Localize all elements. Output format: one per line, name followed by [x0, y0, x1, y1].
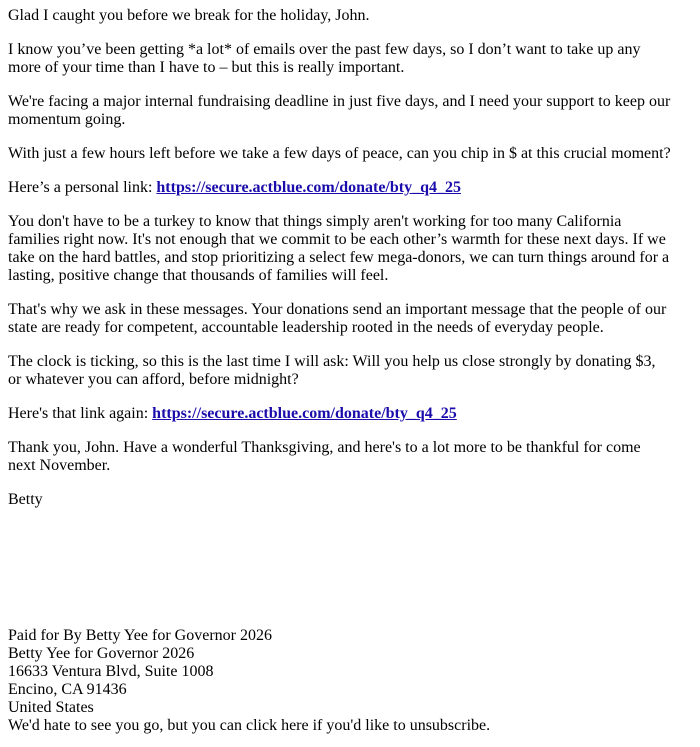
paragraph-donations: That's why we ask in these messages. Your donations send an important message that the people of our state are ready for competent, accountable leadership rooted in the needs of everyday people. [8, 301, 667, 336]
personal-link-prefix: Here’s a personal link: [8, 179, 157, 196]
paragraph-chip-in: With just a few hours left before we take a few days of peace, can you chip in $ at this crucial moment? [8, 145, 671, 162]
email-footer [8, 627, 672, 735]
link-again-prefix: Here's that link again: [8, 405, 153, 422]
paragraph-clock: The clock is ticking, so this is the last time I will ask: Will you help us close strongly by donating $3, or whatever you can afford, before midnight? [8, 353, 656, 388]
footer-address-line2: Encino, CA 91436 [8, 681, 127, 698]
donate-link-again[interactable]: https://secure.actblue.com/donate/bty_q4_25 [152, 405, 457, 422]
paragraph-thanks: Thank you, John. Have a wonderful Thanksgiving, and here's to a lot more to be thankful for come next November. [8, 439, 641, 474]
unsubscribe-text[interactable]: We'd hate to see you go, but you can click here if you'd like to unsubscribe. [8, 717, 491, 734]
greeting: Glad I caught you before we break for the holiday, John. [8, 7, 370, 24]
footer-country: United States [8, 699, 94, 716]
footer-spacer [8, 525, 672, 627]
link-again-line [8, 405, 672, 423]
paragraph-deadline: We're facing a major internal fundraising deadline in just five days, and I need your support to keep our momentum going. [8, 93, 671, 128]
signature: Betty [8, 491, 43, 508]
footer-org-name: Betty Yee for Governor 2026 [8, 645, 195, 662]
paragraph-families: You don't have to be a turkey to know that things simply aren't working for too many California families right now. It's not enough that we commit to be each other’s warmth for these next days. If we take on the hard battles, and stop prioritizing a select few mega-donors, we can turn things around for a lasting, positive change that thousands of families will feel. [8, 213, 670, 284]
paid-for-notice: Paid for By Betty Yee for Governor 2026 [8, 627, 272, 644]
personal-link-line [8, 179, 672, 197]
donate-link-personal[interactable]: https://secure.actblue.com/donate/bty_q4_25 [156, 179, 461, 196]
footer-address-line1: 16633 Ventura Blvd, Suite 1008 [8, 663, 214, 680]
paragraph-emails: I know you’ve been getting *a lot* of emails over the past few days, so I don’t want to take up any more of your time than I have to – but this is really important. [8, 41, 641, 76]
